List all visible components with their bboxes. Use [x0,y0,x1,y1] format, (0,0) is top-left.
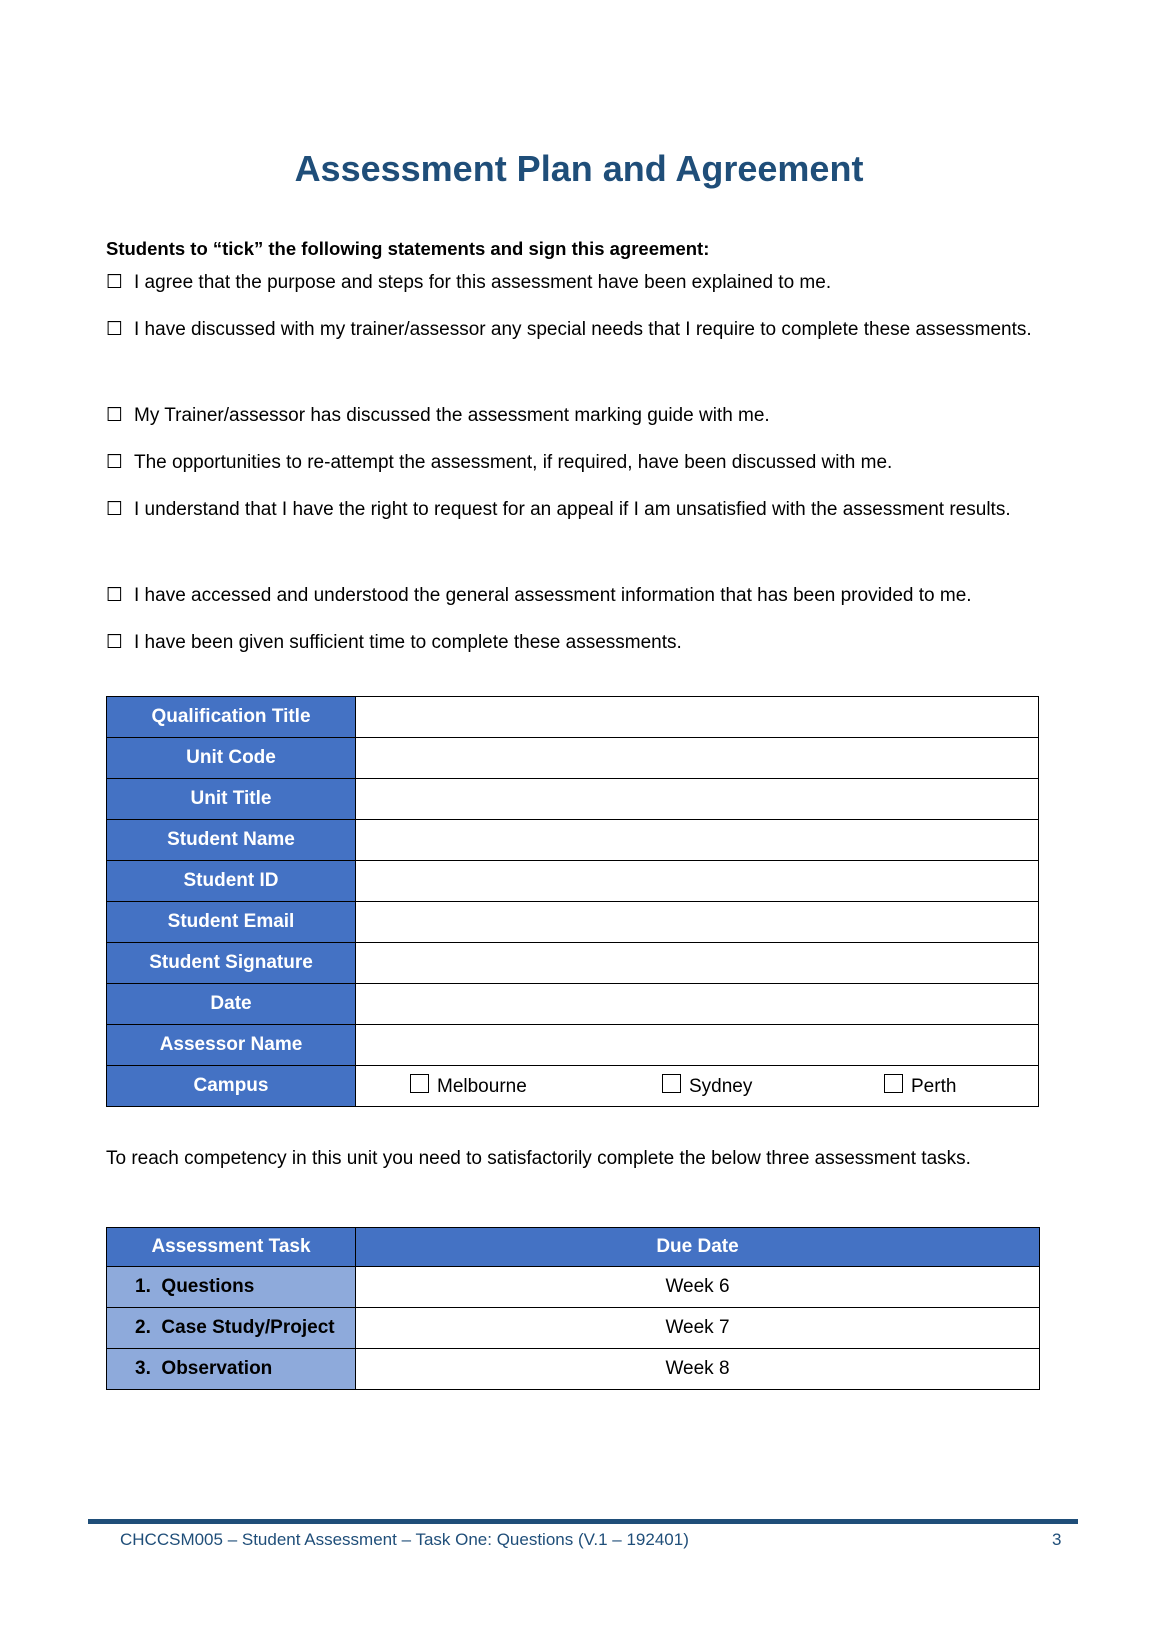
checkbox-icon[interactable] [662,1074,681,1093]
info-row-unit-title [107,779,1039,820]
campus-option-label: Sydney [689,1076,753,1097]
info-label: Student Name [107,820,356,861]
table-header-row [107,1228,1040,1267]
checkbox-icon[interactable] [410,1074,429,1093]
due-date-cell: Week 6 [356,1267,1040,1308]
info-row-student-email [107,902,1039,943]
footer-document-info: CHCCSM005 – Student Assessment – Task One: Questions (V.1 – 192401) [120,1530,689,1549]
info-row-campus [107,1066,1039,1107]
student-info-table [106,696,1039,1107]
task-number: 2. [135,1317,151,1338]
info-label: Student Email [107,902,356,943]
task-number: 1. [135,1276,151,1297]
statement-text: I agree that the purpose and steps for this assessment have been explained to me. [134,272,832,293]
info-row-assessor-name [107,1025,1039,1066]
due-date-cell: Week 8 [356,1349,1040,1390]
agreement-statement-1 [106,263,1050,302]
table-row [107,1308,1040,1349]
info-label: Student ID [107,861,356,902]
info-label: Student Signature [107,943,356,984]
info-label: Unit Code [107,738,356,779]
info-row-student-name [107,820,1039,861]
agreement-statement-4 [106,443,1050,482]
info-row-student-id [107,861,1039,902]
student-email-field[interactable] [356,902,1039,943]
campus-option-label: Perth [911,1076,957,1097]
student-id-field[interactable] [356,861,1039,902]
info-label: Date [107,984,356,1025]
page-title: Assessment Plan and Agreement [294,148,864,189]
info-row-unit-code [107,738,1039,779]
footer-divider [88,1519,1078,1524]
checkbox-icon[interactable]: ☐ [106,499,124,520]
qualification-title-field[interactable] [356,697,1039,738]
task-name: Observation [161,1358,273,1379]
page-number: 3 [1052,1530,1062,1549]
info-row-qualification-title [107,697,1039,738]
checkbox-icon[interactable]: ☐ [106,272,124,293]
assessment-tasks-table [106,1227,1040,1390]
checkbox-icon[interactable]: ☐ [106,452,124,473]
checkbox-icon[interactable]: ☐ [106,585,124,606]
checkbox-icon[interactable]: ☐ [106,319,124,340]
info-row-student-signature [107,943,1039,984]
agreement-instructions: Students to “tick” the following statements and sign this agreement: [106,238,710,259]
agreement-statement-2 [106,310,1050,349]
student-name-field[interactable] [356,820,1039,861]
task-name: Questions [161,1276,255,1297]
task-name: Case Study/Project [161,1317,335,1338]
statement-text: I have accessed and understood the general assessment information that has been provided to me. [134,585,972,606]
statement-text: I have been given sufficient time to complete these assessments. [134,632,682,653]
campus-options [356,1066,1039,1107]
info-row-date [107,984,1039,1025]
statement-text: My Trainer/assessor has discussed the assessment marking guide with me. [134,405,770,426]
info-label: Campus [107,1066,356,1107]
campus-option-label: Melbourne [437,1076,527,1097]
campus-option-melbourne[interactable] [410,1074,527,1098]
agreement-statement-3 [106,396,1050,435]
table-row [107,1349,1040,1390]
campus-option-sydney[interactable] [662,1074,752,1098]
statement-text: I have discussed with my trainer/assessor any special needs that I require to complete these assessments. [134,319,1032,340]
agreement-statement-7 [106,623,1050,662]
task-cell [107,1267,356,1308]
info-label: Qualification Title [107,697,356,738]
statement-text: The opportunities to re-attempt the assessment, if required, have been discussed with me. [134,452,893,473]
checkbox-icon[interactable] [884,1074,903,1093]
info-label: Unit Title [107,779,356,820]
unit-code-field[interactable] [356,738,1039,779]
campus-option-perth[interactable] [884,1074,956,1098]
unit-title-field[interactable] [356,779,1039,820]
competency-intro: To reach competency in this unit you need to satisfactorily complete the below three assessment tasks. [106,1148,971,1169]
table-row [107,1267,1040,1308]
column-header-task: Assessment Task [107,1228,356,1267]
task-cell [107,1349,356,1390]
task-cell [107,1308,356,1349]
column-header-due-date: Due Date [356,1228,1040,1267]
checkbox-icon[interactable]: ☐ [106,405,124,426]
date-field[interactable] [356,984,1039,1025]
agreement-statement-5 [106,490,1050,529]
checkbox-icon[interactable]: ☐ [106,632,124,653]
agreement-statement-6 [106,576,1050,615]
student-signature-field[interactable] [356,943,1039,984]
statement-text: I understand that I have the right to request for an appeal if I am unsatisfied with the assessment results. [134,499,1011,520]
due-date-cell: Week 7 [356,1308,1040,1349]
assessor-name-field[interactable] [356,1025,1039,1066]
task-number: 3. [135,1358,151,1379]
info-label: Assessor Name [107,1025,356,1066]
